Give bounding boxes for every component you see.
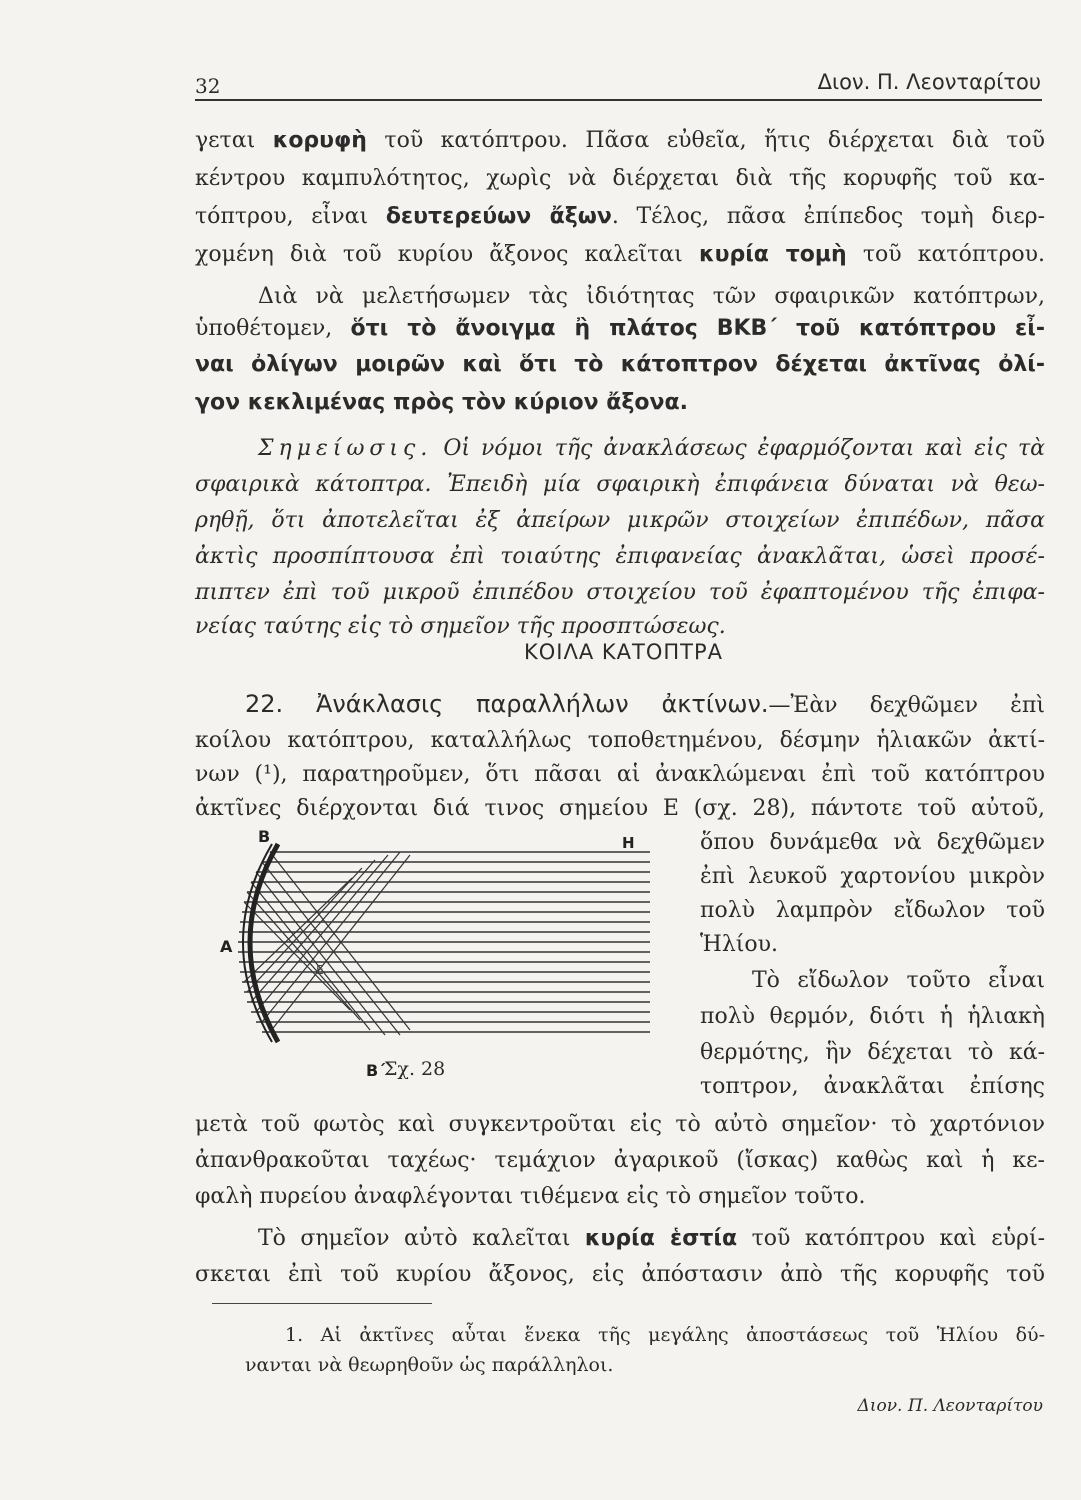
side-line3: πολὺ λαμπρὸν εἴδωλον τοῦ <box>700 898 1045 923</box>
footnote-line2: νανται νὰ θεωρηθοῦν ὡς παράλληλοι. <box>245 1354 614 1376</box>
section22-line1 <box>245 690 1045 718</box>
para1-line4 <box>195 242 1045 267</box>
section-number: 22. <box>245 690 284 718</box>
section22-para2-line2: σκεται ἐπὶ τοῦ κυρίου ἄξονος, εἰς ἀπόστασιν ἀπὸ τῆς κορυφῆς τοῦ <box>195 1262 1045 1287</box>
text-span: ὑποθέτομεν, <box>195 316 351 341</box>
note-line6: νείας ταύτης εἰς τὸ σημεῖον τῆς προσπτώσεως. <box>195 614 726 639</box>
side-line7: θερμότης, ἣν δέχεται τὸ κά- <box>700 1040 1045 1065</box>
reflected-rays <box>244 852 410 1035</box>
label-e: Ε <box>316 963 324 977</box>
section22-line3: νων (¹), παρατηροῦμεν, ὅτι πᾶσαι αἱ ἀνακλώμεναι ἐπὶ τοῦ κατόπτρου <box>195 762 1045 787</box>
text-span: τοῦ κατόπτρου καὶ εὑρί- <box>737 1226 1046 1251</box>
note-line4: ἀκτὶς προσπίπτουσα ἐπὶ τοιαύτης ἐπιφανείας ἀνακλᾶται, ὡσεὶ προσέ- <box>195 544 1045 569</box>
para1-line1 <box>195 128 1045 153</box>
side-line6: πολὺ θερμόν, διότι ἡ ἡλιακὴ <box>700 1004 1045 1029</box>
page-number: 32 <box>195 74 221 98</box>
section-title: Ἀνάκλασις παραλλήλων ἀκτίνων. <box>283 690 769 718</box>
bold-text: ὅτι τὸ ἄνοιγμα ἢ πλάτος ΒΚΒ΄ τοῦ κατόπτρου εἶ- <box>350 316 1045 341</box>
para1-line2: κέντρου καμπυλότητος, χωρὶς νὰ διέρχεται διὰ τῆς κορυφῆς τοῦ κα- <box>195 166 1045 191</box>
text-span: Οἱ νόμοι τῆς ἀνακλάσεως ἐφαρμόζονται καὶ εἰς τὰ <box>432 436 1045 461</box>
figure-caption: Σχ. 28 <box>384 1058 446 1080</box>
para2-line4: γον κεκλιμένας πρὸς τὸν κύριον ἄξονα. <box>195 390 688 415</box>
text-span: Τὸ σημεῖον αὐτὸ καλεῖται <box>258 1226 585 1251</box>
note-line5: πιπτεν ἐπὶ τοῦ μικροῦ ἐπιπέδου στοιχείου τοῦ ἐφαπτομένου τῆς ἐπιφα- <box>195 580 1045 605</box>
note-line3: ρηθῇ, ὅτι ἀποτελεῖται ἐξ ἀπείρων μικρῶν στοιχείων ἐπιπέδων, πᾶσα <box>195 508 1045 533</box>
section22-line6: ἀπανθρακοῦται ταχέως· τεμάχιον ἀγαρικοῦ (ἴσκας) καθὼς καὶ ἡ κε- <box>195 1148 1045 1173</box>
side-line5: Τὸ εἴδωλον τοῦτο εἶναι <box>752 968 1045 993</box>
side-line2: ἐπὶ λευκοῦ χαρτονίου μικρὸν <box>700 864 1045 889</box>
section22-line2: κοίλου κατόπτρου, καταλλήλως τοποθετημένου, δέσμην ἡλιακῶν ἀκτί- <box>195 728 1045 753</box>
side-line8: τοπτρον, ἀνακλᾶται ἐπίσης <box>700 1074 1045 1099</box>
text-span: χομένη διὰ τοῦ κυρίου ἄξονος καλεῖται <box>195 242 699 267</box>
label-a: Α <box>220 937 233 956</box>
label-b: Β <box>258 830 271 846</box>
side-line4: Ἡλίου. <box>700 932 779 957</box>
section22-line7: φαλὴ πυρείου ἀναφλέγονται τιθέμενα εἰς τὸ σημεῖον τοῦτο. <box>195 1184 866 1209</box>
para1-line3 <box>195 204 1045 229</box>
figure-concave-mirror <box>210 830 690 1080</box>
note-label: Σημείωσις. <box>258 436 433 461</box>
para2-line2 <box>195 316 1045 341</box>
label-h: Η <box>622 834 635 852</box>
para2-line1: Διὰ νὰ μελετήσωμεν τὰς ἰδιότητας τῶν σφαιρικῶν κατόπτρων, <box>258 284 1045 309</box>
text-span: —Ἐὰν δεχθῶμεν ἐπὶ <box>768 693 1045 718</box>
text-span: . Τέλος, πᾶσα ἐπίπεδος τομὴ διερ- <box>611 204 1045 229</box>
footnote-rule <box>212 1303 432 1304</box>
running-title: Διον. Π. Λεονταρίτου <box>817 70 1041 94</box>
side-line1: ὅπου δυνάμεθα νὰ δεχθῶμεν <box>700 830 1045 855</box>
text-span: τοῦ κατόπτρου. <box>846 242 1045 267</box>
bold-term-secondary-axis: δευτερεύων ἄξων <box>385 204 612 229</box>
bold-term-main-focus: κυρία ἑστία <box>584 1226 738 1251</box>
bold-term-main-section: κυρία τομὴ <box>698 242 847 267</box>
section22-line5: μετὰ τοῦ φωτὸς καὶ συγκεντροῦται εἰς τὸ αὐτὸ σημεῖον· τὸ χαρτόνιον <box>195 1112 1045 1137</box>
bold-term-koryfi: κορυφὴ <box>272 128 367 153</box>
signature: Διον. Π. Λεονταρίτου <box>857 1396 1043 1416</box>
para2-line3: ναι ὀλίγων μοιρῶν καὶ ὅτι τὸ κάτοπτρον δέχεται ἀκτῖνας ὀλί- <box>195 352 1045 377</box>
header-rule <box>195 99 1042 101</box>
note-line1 <box>258 436 1045 461</box>
text-span: τόπτρου, εἶναι <box>195 204 386 229</box>
text-span: γεται <box>195 128 273 153</box>
section-heading: ΚΟΙΛΑ ΚΑΤΟΠΤΡΑ <box>524 640 724 664</box>
label-b-prime: Β΄ <box>366 1061 386 1080</box>
note-line2: σφαιρικὰ κάτοπτρα. Ἐπειδὴ μία σφαιρικὴ ἐπιφάνεια δύναται νὰ θεω- <box>195 472 1045 497</box>
section22-para2-line1 <box>258 1226 1045 1251</box>
text-span: τοῦ κατόπτρου. Πᾶσα εὐθεῖα, ἥτις διέρχεται διὰ τοῦ <box>366 128 1045 153</box>
section22-line4: ἀκτῖνες διέρχονται διά τινος σημείου Ε (σχ. 28), πάντοτε τοῦ αὐτοῦ, <box>195 796 1045 821</box>
footnote-line1: 1. Αἱ ἀκτῖνες αὗται ἕνεκα τῆς μεγάλης ἀποστάσεως τοῦ Ἡλίου δύ- <box>285 1324 1045 1346</box>
